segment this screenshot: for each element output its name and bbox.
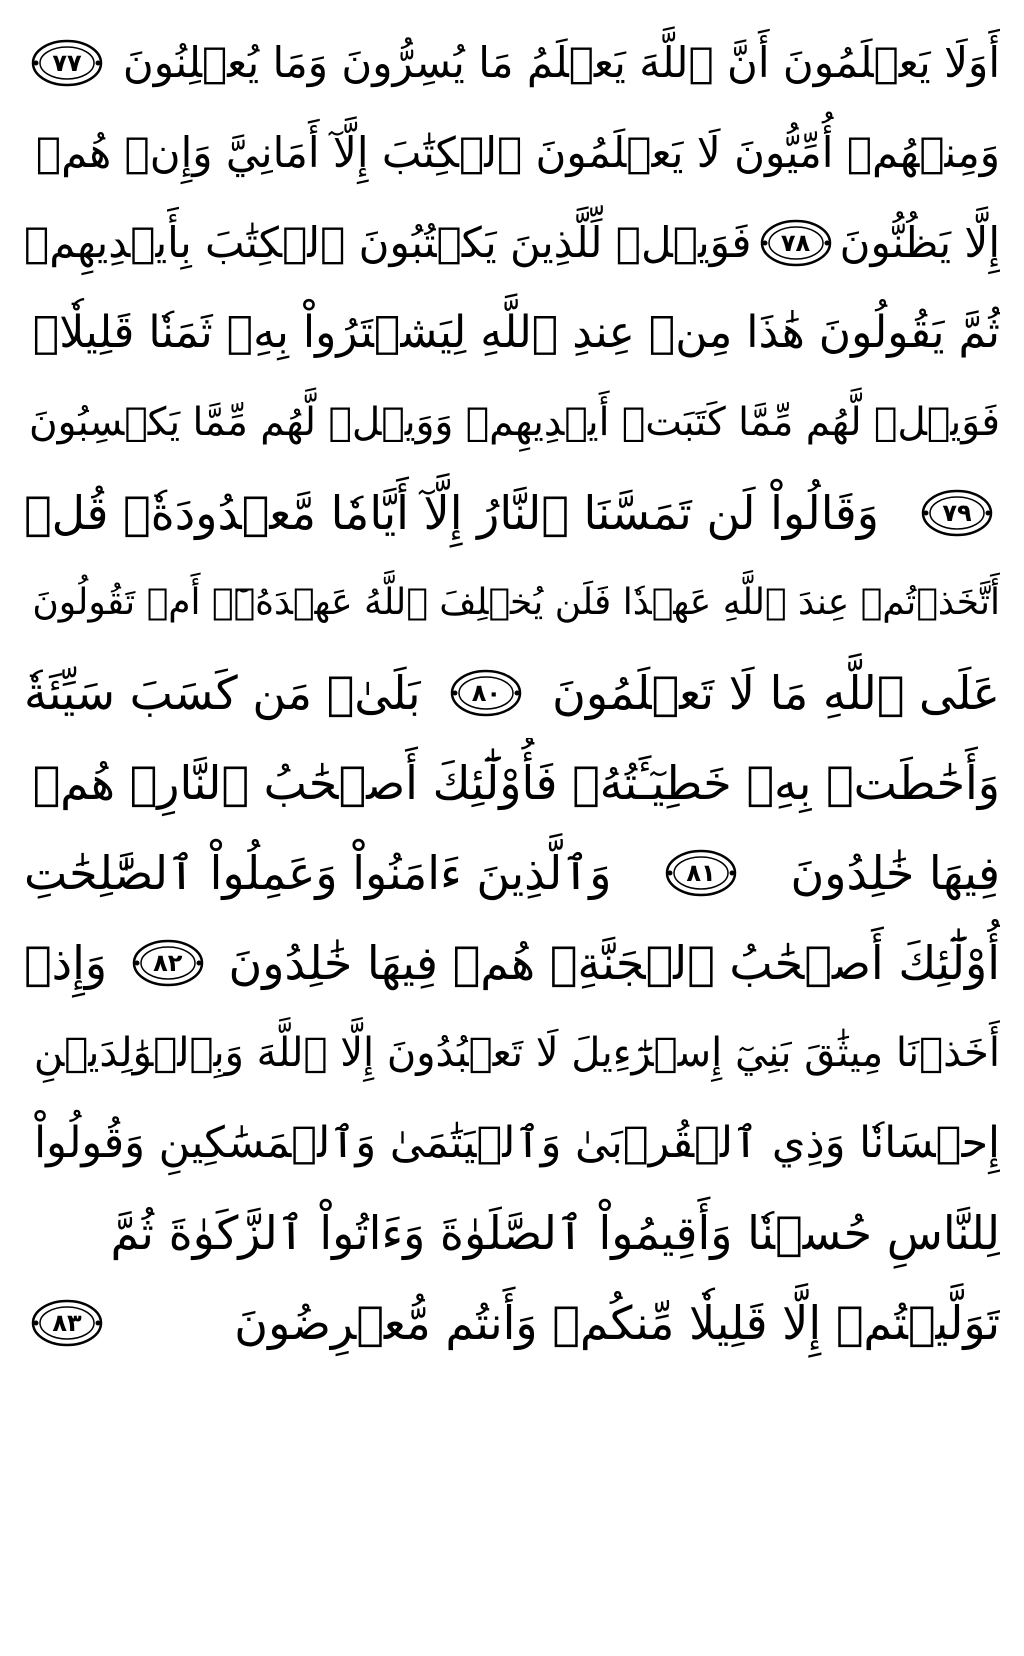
ayah-number-marker xyxy=(131,938,205,988)
verse-text: وَإِذۡ xyxy=(24,936,108,990)
verse-line xyxy=(24,1188,1000,1278)
ayah-number-marker xyxy=(30,38,104,88)
verse-text: وَمِنۡهُمۡ أُمِّيُّونَ لَا يَعۡلَمُونَ ٱلۡكِتَٰبَ إِلَّآ أَمَانِيَّ وَإِنۡ هُمۡ xyxy=(35,128,1000,177)
verse-line xyxy=(24,918,1000,1008)
verse-text: بَلَىٰۚ مَن كَسَبَ سَيِّئَةٗ xyxy=(24,666,421,720)
ayah-number: ٧٧ xyxy=(52,49,82,77)
ayah-number: ٨٠ xyxy=(471,679,502,707)
ayah-number: ٨٢ xyxy=(153,949,183,977)
verse-text: ثُمَّ يَقُولُونَ هَٰذَا مِنۡ عِندِ ٱللَّهِ لِيَشۡتَرُواْ بِهِۦ ثَمَنٗا قَلِيلٗاۖ xyxy=(32,307,1000,358)
ayah-number-marker xyxy=(30,1298,104,1348)
ayah-number: ٨١ xyxy=(686,859,716,887)
verse-line xyxy=(24,1278,1000,1368)
verse-text: فَوَيۡلٞ لَّهُم مِّمَّا كَتَبَتۡ أَيۡدِيهِمۡ وَوَيۡلٞ لَّهُم مِّمَّا يَكۡسِبُونَ xyxy=(28,400,1000,445)
verse-text: إِلَّا يَظُنُّونَ xyxy=(839,218,1000,267)
ayah-number: ٧٨ xyxy=(780,229,811,257)
verse-line xyxy=(24,288,1000,378)
verse-text: وَٱلَّذِينَ ءَامَنُواْ وَعَمِلُواْ ٱلصَّٰلِحَٰتِ xyxy=(24,846,612,900)
verse-line xyxy=(24,18,1000,108)
verse-line xyxy=(24,1098,1000,1188)
verse-text: وَأَحَٰطَتۡ بِهِۦ خَطِيٓـَٔتُهُۥ فَأُوْلَٰٓئِكَ أَصۡحَٰبُ ٱلنَّارِۖ هُمۡ xyxy=(32,756,1000,810)
ayah-number: ٧٩ xyxy=(942,499,972,527)
verse-text: أَوَلَا يَعۡلَمُونَ أَنَّ ٱللَّهَ يَعۡلَمُ مَا يُسِرُّونَ وَمَا يُعۡلِنُونَ xyxy=(122,38,1000,87)
verse-line xyxy=(24,1008,1000,1098)
verse-text: فَوَيۡلٞ لِّلَّذِينَ يَكۡتُبُونَ ٱلۡكِتَٰبَ بِأَيۡدِيهِمۡ xyxy=(24,218,752,267)
verse-text: عَلَى ٱللَّهِ مَا لَا تَعۡلَمُونَ xyxy=(552,666,1000,720)
verse-line xyxy=(24,198,1000,288)
verse-line xyxy=(24,828,1000,918)
verse-line xyxy=(24,558,1000,648)
verse-line xyxy=(24,108,1000,198)
verse-text: إِحۡسَانٗا وَذِي ٱلۡقُرۡبَىٰ وَٱلۡيَتَٰمَىٰ وَٱلۡمَسَٰكِينِ وَقُولُواْ xyxy=(34,1118,1000,1168)
verse-line xyxy=(24,468,1000,558)
verse-text: لِلنَّاسِ حُسۡنٗا وَأَقِيمُواْ ٱلصَّلَوٰةَ وَءَاتُواْ ٱلزَّكَوٰةَ ثُمَّ xyxy=(110,1206,1000,1260)
mushaf-page xyxy=(24,18,1000,1638)
verse-text: وَقَالُواْ لَن تَمَسَّنَا ٱلنَّارُ إِلَّآ أَيَّامٗا مَّعۡدُودَةٗۚ قُلۡ xyxy=(24,486,879,540)
verse-line xyxy=(24,378,1000,468)
verse-line xyxy=(24,648,1000,738)
verse-text: أَتَّخَذۡتُمۡ عِندَ ٱللَّهِ عَهۡدٗا فَلَن يُخۡلِفَ ٱللَّهُ عَهۡدَهُۥٓۖ أَمۡ تَقُولُونَ xyxy=(32,582,1000,623)
ayah-number: ٨٣ xyxy=(52,1309,82,1337)
ayah-number-marker xyxy=(664,848,738,898)
verse-text: تَوَلَّيۡتُمۡ إِلَّا قَلِيلٗا مِّنكُمۡ وَأَنتُم مُّعۡرِضُونَ xyxy=(234,1296,1000,1350)
verse-text: أَخَذۡنَا مِيثَٰقَ بَنِيٓ إِسۡرَٰٓءِيلَ لَا تَعۡبُدُونَ إِلَّا ٱللَّهَ وَبِٱلۡوَٰلِدَيۡنِ xyxy=(33,1030,1000,1076)
ayah-number-marker xyxy=(449,668,523,718)
verse-text: أُوْلَٰٓئِكَ أَصۡحَٰبُ ٱلۡجَنَّةِۖ هُمۡ فِيهَا خَٰلِدُونَ xyxy=(228,936,1000,990)
ayah-number-marker xyxy=(920,488,994,538)
ayah-number-marker xyxy=(759,218,833,268)
verse-text: فِيهَا خَٰلِدُونَ xyxy=(790,846,1000,900)
verse-line xyxy=(24,738,1000,828)
